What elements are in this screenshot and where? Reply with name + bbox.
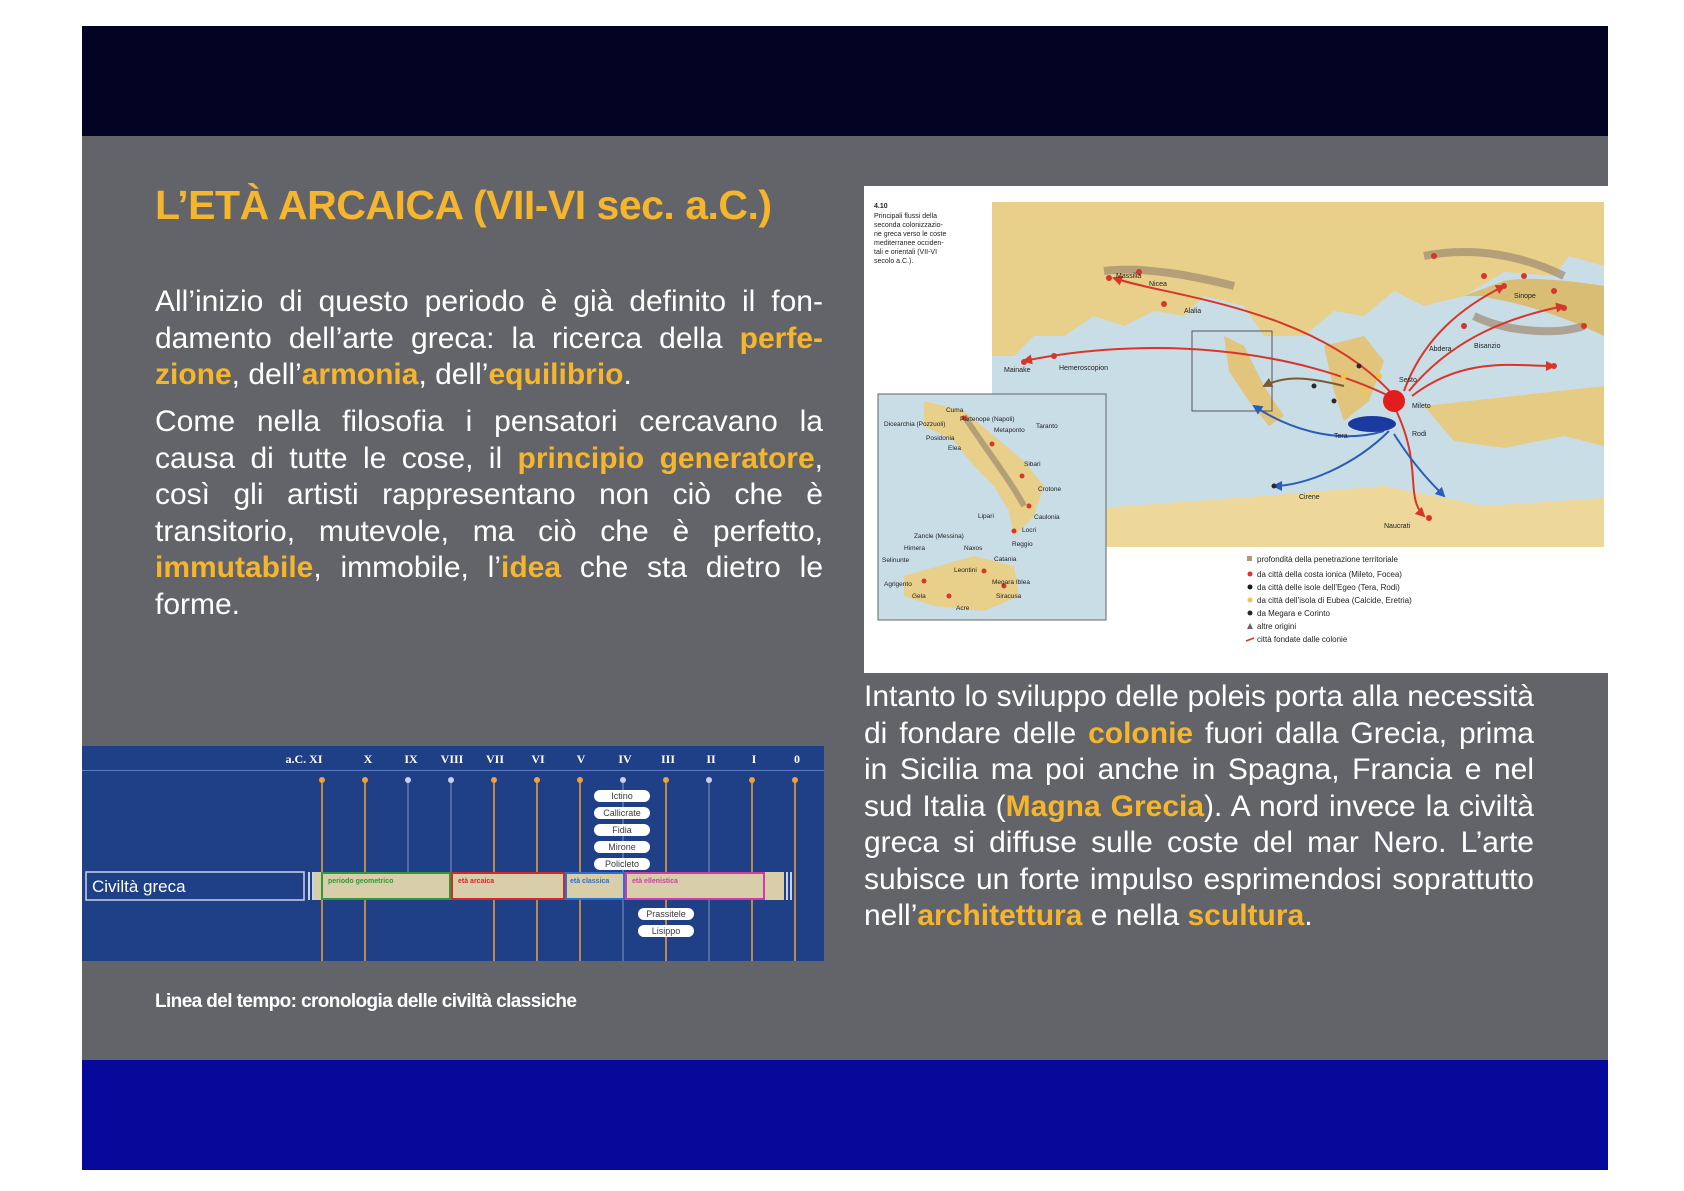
place-label: Cirene bbox=[1299, 494, 1320, 501]
period-label: età arcaica bbox=[458, 878, 495, 885]
inset-place-label: Posidonia bbox=[926, 435, 955, 442]
place-label: Mileto bbox=[1412, 403, 1431, 410]
inset-place-label: Reggio bbox=[1012, 541, 1033, 548]
legend-entry: città fondate dalle colonie bbox=[1257, 635, 1348, 644]
map-description-line: mediterranee occiden- bbox=[874, 240, 944, 247]
tera-rodi-marker bbox=[1348, 416, 1396, 432]
paragraph-text: ). A nord invece la civiltà greca si diffuse sulle coste del mar Nero. L’arte subisce un forte impulso esprimendosi soprattutto nell’ bbox=[864, 789, 1534, 932]
inset-place-label: Gela bbox=[912, 593, 926, 600]
inset-place-label: Siracusa bbox=[996, 593, 1022, 600]
inset-place-label: Elea bbox=[948, 445, 962, 452]
highlight-keyword: colonie bbox=[1088, 716, 1194, 750]
place-label: Mainake bbox=[1004, 367, 1031, 374]
axis-label: X bbox=[363, 752, 373, 766]
bottom-band bbox=[82, 1060, 1608, 1170]
paragraph-text: , dell’ bbox=[231, 358, 302, 391]
inset-place-label: Selinunte bbox=[882, 557, 910, 564]
artist-tag: Callicrate bbox=[603, 808, 641, 818]
classical-civilizations-timeline bbox=[82, 746, 824, 961]
place-label: Bisanzio bbox=[1474, 343, 1501, 350]
inset-place-label: Acre bbox=[956, 605, 970, 612]
inset-place-label: Catania bbox=[994, 556, 1017, 563]
inset-place-label: Cuma bbox=[946, 407, 964, 414]
map-description-line: secolo a.C.). bbox=[874, 258, 914, 265]
philosophy-paragraph bbox=[155, 404, 823, 623]
paragraph-text: fuori dalla Grecia, prima in Sicilia ma poi anche in Spagna, Francia e nel sud Italia ( bbox=[864, 716, 1534, 823]
place-label: Hemeroscopion bbox=[1059, 365, 1109, 372]
mileto-marker bbox=[1383, 390, 1405, 412]
highlight-keyword: Magna Grecia bbox=[1005, 789, 1205, 823]
inset-place-label: Dicearchia (Pozzuoli) bbox=[884, 421, 946, 428]
inset-place-label: Naxos bbox=[964, 545, 983, 552]
paragraph-text: All’inizio di questo periodo è già definito il fondamento dell’arte greca: la ricerca della bbox=[155, 285, 823, 355]
inset-place-label: Leontini bbox=[954, 567, 977, 574]
place-label: Massilia bbox=[1116, 273, 1142, 280]
highlight-keyword: idea bbox=[501, 551, 562, 584]
inset-place-label: Locri bbox=[1022, 527, 1037, 534]
timeline-caption: Linea del tempo: cronologia delle civiltà classiche bbox=[155, 991, 577, 1012]
slide-title: L’ETÀ ARCAICA (VII-VI sec. a.C.) bbox=[155, 182, 772, 228]
axis-label: V bbox=[576, 752, 586, 766]
place-label: Sinope bbox=[1514, 293, 1536, 300]
place-label: Alalia bbox=[1184, 308, 1202, 315]
legend-entry: altre origini bbox=[1257, 622, 1297, 631]
paragraph-text: , così gli artisti rappresentano non ciò che è transitorio, mutevole, ma ciò che è perfetto, bbox=[155, 441, 824, 548]
axis-label: IX bbox=[404, 752, 418, 766]
place-label: Nicea bbox=[1149, 281, 1167, 288]
legend-entry: da città delle isole dell’Egeo (Tera, Rodi) bbox=[1257, 583, 1400, 592]
place-label: Sesto bbox=[1399, 377, 1417, 384]
inset-place-label: Caulonia bbox=[1034, 514, 1060, 521]
axis-label: VIII bbox=[440, 752, 464, 766]
highlight-keyword: armonia bbox=[301, 358, 419, 391]
paragraph-text: Come nella filosofia i pensatori cercavano la causa di tutte le cose, il bbox=[155, 405, 823, 475]
paragraph-text: che sta dietro le forme. bbox=[155, 551, 823, 621]
artist-tag: Policleto bbox=[604, 859, 640, 869]
place-label: Tera bbox=[1334, 433, 1348, 440]
axis-label: II bbox=[706, 752, 716, 766]
map-description-line: ne greca verso le coste bbox=[874, 231, 947, 238]
axis-label: I bbox=[751, 752, 757, 766]
colonization-map bbox=[864, 186, 1608, 673]
place-label: Abdera bbox=[1429, 346, 1452, 353]
row-label: Civiltà greca bbox=[92, 877, 186, 896]
axis-label: III bbox=[660, 752, 676, 766]
magna-grecia-inset bbox=[878, 394, 1106, 620]
axis-label: VII bbox=[485, 752, 505, 766]
axis-label: VI bbox=[531, 752, 545, 766]
period-label: età classica bbox=[570, 878, 610, 885]
legend-entry: da città della costa ionica (Mileto, Focea) bbox=[1257, 570, 1402, 579]
axis-label: 0 bbox=[794, 752, 800, 766]
axis-label: a.C. XI bbox=[285, 752, 323, 766]
paragraph-text: , dell’ bbox=[418, 358, 489, 391]
artist-tag: Fidia bbox=[612, 825, 632, 835]
inset-place-label: Sibari bbox=[1024, 461, 1041, 468]
paragraph-text: , immobile, l’ bbox=[313, 551, 501, 584]
legend-entry: da città dell’isola di Eubea (Calcide, Eretria) bbox=[1257, 596, 1412, 605]
map-description-line: Principali flussi della bbox=[874, 213, 938, 220]
inset-place-label: Crotone bbox=[1038, 486, 1062, 493]
highlight-keyword: principio generatore bbox=[517, 441, 815, 475]
period-label: età ellenistica bbox=[632, 878, 678, 885]
map-figure-number: 4.10 bbox=[874, 203, 888, 210]
inset-place-label: Megara Iblea bbox=[992, 579, 1030, 586]
paragraph-text: Intanto lo sviluppo delle poleis porta alla necessità di fondare delle bbox=[864, 680, 1534, 750]
inset-place-label: Lipari bbox=[978, 513, 994, 520]
inset-place-label: Partenope (Napoli) bbox=[960, 416, 1015, 423]
inset-place-label: Agrigento bbox=[884, 581, 912, 588]
top-band bbox=[82, 26, 1608, 136]
map-description-line: tali e orientali (VII-VI bbox=[874, 249, 938, 256]
inset-place-label: Himera bbox=[904, 545, 925, 552]
axis-label: IV bbox=[618, 752, 632, 766]
artist-tag: Mirone bbox=[608, 842, 636, 852]
inset-place-label: Zancle (Messina) bbox=[914, 533, 964, 540]
artist-tag: Lisippo bbox=[651, 926, 681, 936]
highlight-keyword: immutabile bbox=[155, 551, 314, 584]
colonies-paragraph bbox=[864, 679, 1534, 935]
place-label: Rodi bbox=[1412, 431, 1427, 438]
inset-place-label: Metaponto bbox=[994, 427, 1025, 434]
legend-entry: da Megara e Corinto bbox=[1257, 609, 1330, 618]
highlight-keyword: equilibrio bbox=[488, 358, 624, 391]
intro-paragraph bbox=[155, 284, 823, 394]
map-description-line: seconda colonizzazio- bbox=[874, 222, 943, 229]
legend-entry: profondità della penetrazione territoriale bbox=[1257, 555, 1398, 564]
slide bbox=[82, 26, 1608, 1170]
place-label: Naucrati bbox=[1384, 523, 1411, 530]
highlight-keyword: perfezione bbox=[155, 321, 823, 391]
artist-tag: Prassitele bbox=[646, 909, 686, 919]
paragraph-text: . bbox=[623, 358, 632, 391]
artist-tag: Ictino bbox=[611, 791, 633, 801]
paragraph-text: . bbox=[1304, 899, 1313, 932]
inset-place-label: Taranto bbox=[1036, 423, 1058, 430]
paragraph-text: e nella bbox=[1082, 899, 1188, 932]
period-label: periodo geometrico bbox=[328, 878, 394, 885]
highlight-keyword: scultura bbox=[1187, 899, 1305, 932]
highlight-keyword: architettura bbox=[917, 899, 1083, 932]
